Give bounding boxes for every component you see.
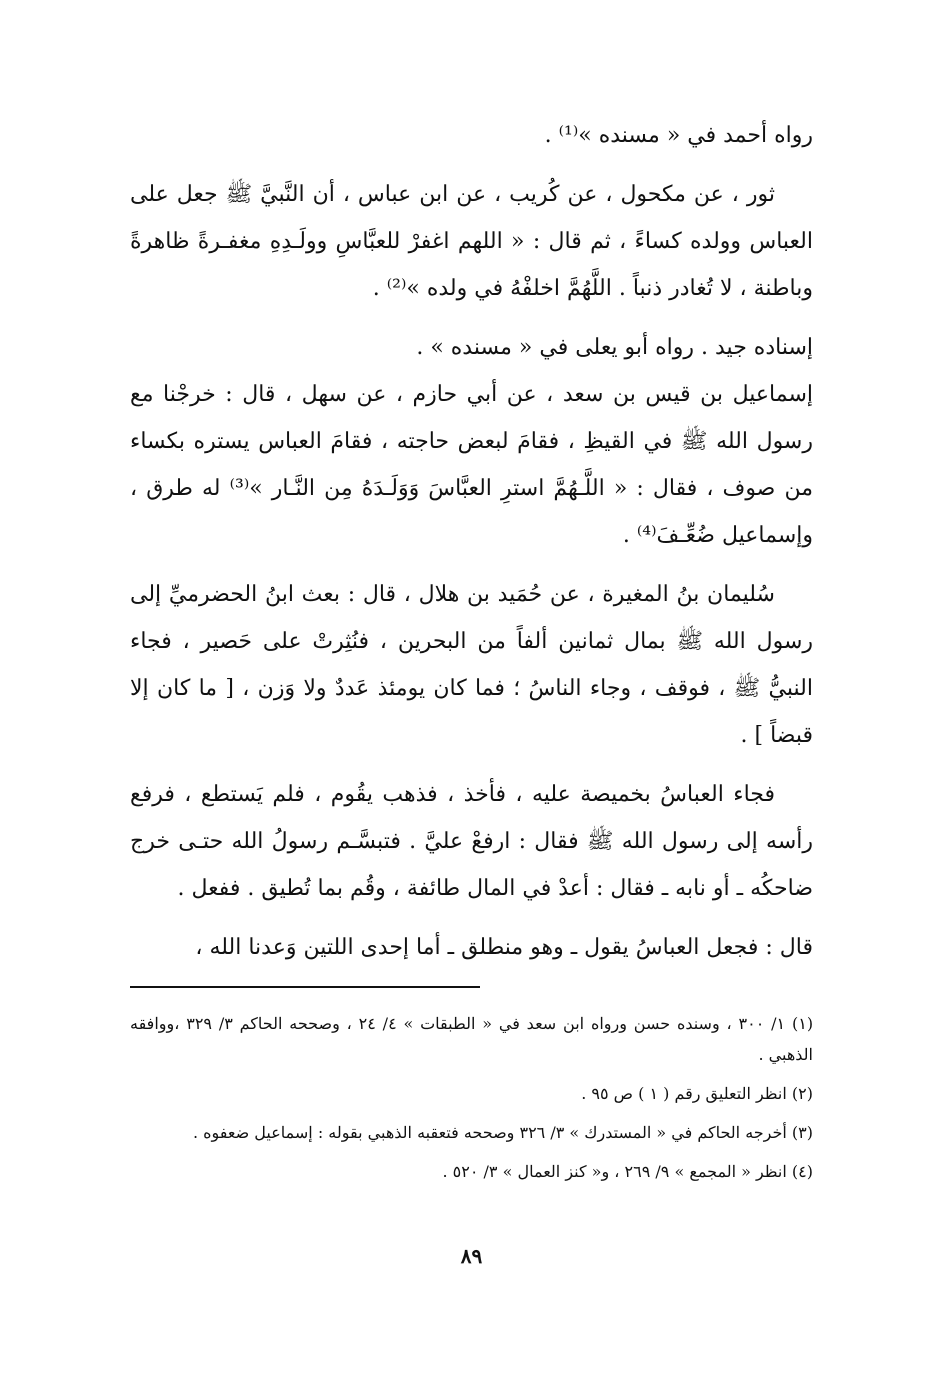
footnote-4: (٤) انظر « المجمع » ٩/ ٢٦٩ ، و« كنز العمال » ٣/ ٥٢٠ . xyxy=(442,1162,813,1181)
paragraph-2: ثور ، عن مكحول ، عن كُريب ، عن ابن عباس ، أن النَّبيَّ ﷺ جعل على العباس وولده كساءً ، ثم قال : « اللهم اغفرْ للعبَّاسِ وولَـدِهِ مغفـرةً ظاهرةً وباطنة ، لا تُغادر ذنباً . اللَّهُمَّ اخلفْهُ في ولده »⁽²⁾ . xyxy=(130,182,813,301)
footnote-divider xyxy=(130,986,480,988)
footnote-3: (٣) أخرجه الحاكم في « المستدرك » ٣/ ٣٢٦ وصححه فتعقبه الذهبي بقوله : إسماعيل ضعفوه . xyxy=(192,1123,813,1142)
paragraph-6: فجاء العباسُ بخميصة عليه ، فأخذ ، فذهب يقُوم ، فلم يَستطع ، فرفع رأسه إلى رسول الله ﷺ فقال : ارفعْ عليَّ . فتبسَّـم رسولُ الله حتـى خرج ضاحكُه ـ أو نابه ـ فقال : أعدْ في المال طائفة ، وقُم بما تُطيق . ففعل . xyxy=(130,782,813,901)
main-text xyxy=(130,112,813,971)
paragraph-3: إسناده جيد . رواه أبو يعلى في « مسنده » . xyxy=(416,335,813,360)
footnote-2: (٢) انظر التعليق رقم ( ١ ) ص ٩٥ . xyxy=(581,1084,813,1103)
paragraph-7: قال : فجعل العباسُ يقول ـ وهو منطلق ـ أما إحدى اللتين وَعدنا الله ، xyxy=(195,935,813,960)
paragraph-5: سُليمان بنُ المغيرة ، عن حُمَيد بن هلال ، قال : بعث ابنُ الحضرميِّ إلى رسول الله ﷺ بمال ثمانين ألفاً من البحرين ، فنُثِرتْ على حَصير ، فجاء النبيُّ ﷺ ، فوقف ، وجاء الناسُ ؛ فما كان يومئذ عَددٌ ولا وَزن ، [ ما كان إلا قبضاً ] . xyxy=(130,582,813,748)
footnotes xyxy=(130,1008,813,1195)
paragraph-4: إسماعيل بن قيس بن سعد ، عن أبي حازم ، عن سهل ، قال : خرجْنا مع رسول الله ﷺ في القيظِ ، فقامَ لبعض حاجته ، فقامَ العباس يستره بكساء من صوف ، فقال : « اللَّـهُمَّ استرِ العبَّاسَ وَوَلَـدَهُ مِن النَّـار »⁽³⁾ له طرق ، وإسماعيل ضُعِّـفَ⁽⁴⁾ . xyxy=(130,382,813,548)
paragraph-1: رواه أحمد في « مسنده »⁽¹⁾ . xyxy=(544,123,813,148)
footnote-1: (١) ١/ ٣٠٠ ، وسنده حسن ورواه ابن سعد في « الطبقات » ٤/ ٢٤ ، وصححه الحاكم ٣/ ٣٢٩ ،ووافقه الذهبي . xyxy=(130,1014,814,1064)
page-number: ٨٩ xyxy=(460,1244,483,1268)
